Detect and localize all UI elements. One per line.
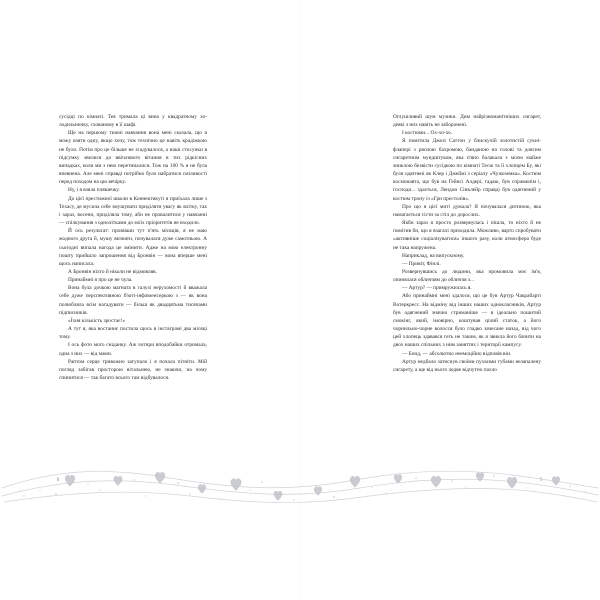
paragraph: А Бронвін ніхто й ніколи не відмовляв.	[68, 268, 157, 275]
paragraph: Розвернувшись до людини, яка промовила моє ім'я, опинялася обличчям до обличчя з...	[393, 268, 541, 284]
paragraph: Оглушливий шум музики. Дим найрізноманітніших сигарет, деякі з них навіть не заборонені.	[393, 114, 541, 129]
paragraph: Вона була дочкою магната в галузі нерухомості й вважала себе дуже перспективною б'юті-інфлюенсеркою з — як вона полюбляла всім нагадувати — більш як двадцятьма тисячами підписників.	[59, 285, 207, 316]
paragraph: Ще на першому тижні навчання вона мені сказала, що я можу взяти одну, якщо хочу, тож технічно це навіть крадіжкою не було. Потім про це більше не згадувалося, а наші стосунки в підсумку звелися до ввічливого вітання в тих рідкісних випадках, коли ми з нею перетиналися. Тож на 100 % я не була впевнена. Але мені справді потрібно було набратися сміливості перед походом на цю вечірку.	[59, 130, 207, 186]
left-page-number: 8	[56, 477, 60, 483]
paragraph: сусідці по кімнаті. Тея тримала ці вина у квадратному холодильничку, схованому в її шафі.	[59, 114, 207, 129]
right-page-number: 9	[539, 477, 543, 483]
paragraph: Якби зараз я просто розвернулась і пішла, то ніхто й не помітив би, що я взагалі приходила. Можливо, варто спробувати «активніше соціалізуватися» іншого разу, коли атмосфера буде не така напружена.	[393, 220, 541, 251]
book-gutter	[299, 0, 301, 600]
paragraph: Або принаймні мені здалося, що це був Артур Чакрабарті Вотеркресс. На відміну від інших наших однокласників, Артур був одягнений значно стриманіше — в ідеально пошитий смокінг, який, імовірно, коштував цілий статок, а його чорнильно-чорне волосся було гладко зачесане назад, від чого цей хлопець здавався геть не таким, як я звикла його бачити на двох наших спільних з ним заняттях і території кампусу.	[393, 293, 541, 349]
paragraph: Принаймні я про це не чула.	[68, 277, 133, 284]
paragraph: А тут я, яка востаннє постила щось в інстаграмі два місяці тому.	[59, 326, 207, 341]
paragraph: Про що я цієї миті думала? Я почувалася дитиною, яка намагається сісти за стіл до дорослих.	[393, 203, 541, 218]
paragraph: — Артур? — примружилась я.	[402, 285, 472, 292]
paragraph: Й ось результат: провівши тут п'ять місяців, я не маю жодного друга й, мушу визнати, почувалася дуже самотньою. А сьогодні випала нагода це змінити. Адже на мою електронну пошту прийшло запрошення від Бронвін — вона вперше мені щось написала.	[59, 228, 207, 267]
right-page-text-column	[393, 113, 541, 374]
paragraph: «Їхня кількість зростає!»	[68, 317, 125, 324]
paragraph: — Бонд, — абсолютно неемоційно відповів він.	[402, 350, 512, 357]
paragraph: І ось фото мого сніданку. Аж чотири вподобайки отримала, одна з них — від мами.	[59, 342, 207, 357]
paragraph: До цієї престижної школи в Коннектикуті я приїхала лише з Техасу, де мусила себе змушувати приділяти увагу як влітку, так і зараз, восени, приділяла тому, аби не провалитися у навчанні — спілкування з однолітками до моїх пріоритетів не входило.	[59, 195, 207, 227]
right-page	[300, 0, 600, 600]
paragraph: І костюми... Ох-хо-хо.	[402, 130, 453, 137]
paragraph: Ну, і я взяла пляшечку.	[68, 187, 120, 194]
paragraph: Раптом серце тривожно загупало і я почала пітніти. Мій погляд забігав просторою вітальнею, не знаючи, на чому спинитися — так багато всього там відбувалося.	[59, 358, 207, 381]
left-page-text-column	[59, 113, 207, 382]
paragraph: Я помітила Джозі Саттон у блискучій золотистій сукні-флапері з рясною бахромою, банданою на голові та довгим сигаретним мундштуком, яка п'яно балакала з моєю майже зниклою безвісти сусідкою по кімнаті Тесю та її хлопцем Бу, які були одягнені як Клер і Джеймі з серіалу «Чужоземка». Костюм космонавта, що був на Гейнсі Алдері, гадаю, був справжнім і, господи... здається, Лендон Сінклейр справді був одягнений у костюм трону із «Гри престолів».	[393, 138, 541, 202]
paragraph: — Привіт, Фінлі.	[402, 260, 441, 267]
paragraph: Наприклад, на випускному.	[402, 252, 465, 259]
paragraph: Артур недбало затиснув своїми пухкими губами незапалену сигарету, а ще від нього ледве відчутно пахло	[393, 358, 541, 373]
